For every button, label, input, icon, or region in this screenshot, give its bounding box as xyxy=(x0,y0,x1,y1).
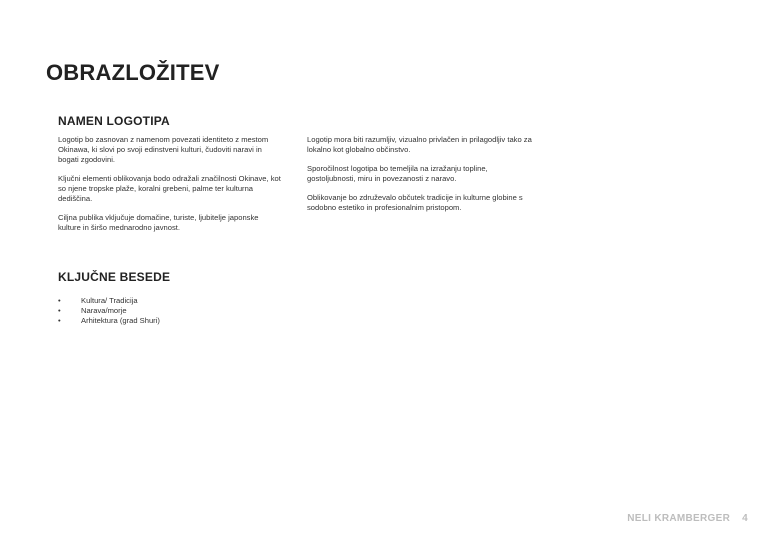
namen-left-column xyxy=(58,135,283,242)
bullet-icon: • xyxy=(58,306,61,315)
keyword-text: Narava/morje xyxy=(81,306,127,315)
section-title-kljucne: KLJUČNE BESEDE xyxy=(58,270,171,284)
list-item xyxy=(58,296,160,306)
list-item xyxy=(58,306,160,316)
keyword-text: Kultura/ Tradicija xyxy=(81,296,138,305)
section-title-namen: NAMEN LOGOTIPA xyxy=(58,114,170,128)
paragraph: Logotip mora biti razumljiv, vizualno privlačen in prilagodljiv tako za lokalno kot globalno občinstvo. xyxy=(307,135,532,154)
keyword-text: Arhitektura (grad Shuri) xyxy=(81,316,160,325)
page-footer xyxy=(627,513,748,524)
paragraph: Oblikovanje bo združevalo občutek tradicije in kulturne globine s sodobno estetiko in profesionalnim pristopom. xyxy=(307,193,523,213)
paragraph: Logotip bo zasnovan z namenom povezati identiteto z mestom Okinawa, ki slovi po svoji edinstveni kulturi, čudoviti naravi in bogati zgodovini. xyxy=(58,135,269,164)
paragraph: Ključni elementi oblikovanja bodo odražali značilnosti Okinave, kot so njene tropske plaže, koralni grebeni, palme ter kulturna dediščina. xyxy=(58,173,281,203)
list-item xyxy=(58,316,160,326)
namen-right-column xyxy=(307,135,537,223)
paragraph: Ciljna publika vključuje domačine, turiste, ljubitelje japonske kulture in širšo mednarodno javnost. xyxy=(58,212,259,232)
page-number: 4 xyxy=(742,513,748,524)
bullet-icon: • xyxy=(58,316,61,325)
paragraph: Sporočilnost logotipa bo temeljila na izražanju topline, gostoljubnosti, miru in povezanosti z naravo. xyxy=(307,164,488,183)
page-title: OBRAZLOŽITEV xyxy=(46,60,220,85)
keyword-list xyxy=(58,296,160,326)
author-name: NELI KRAMBERGER xyxy=(627,513,731,524)
bullet-icon: • xyxy=(58,296,61,305)
